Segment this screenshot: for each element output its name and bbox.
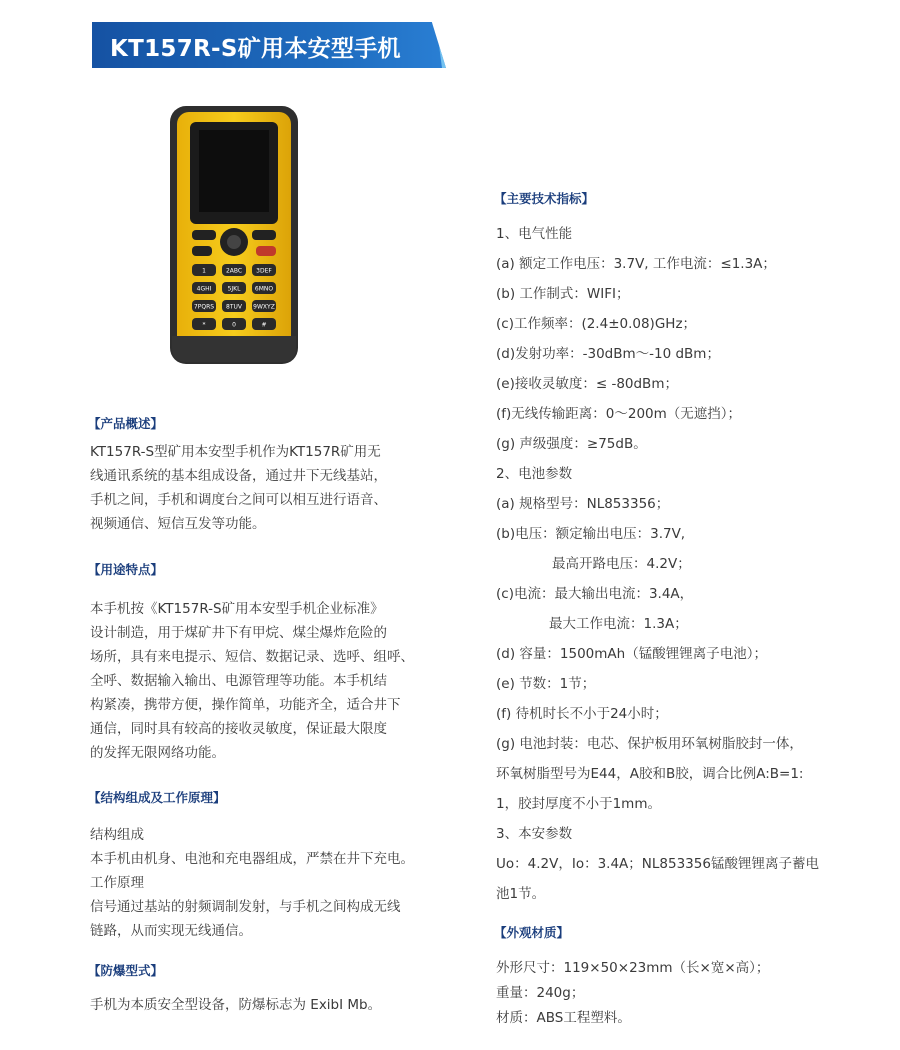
spec-line: 最高开路电压：4.2V； [552,556,691,572]
spec-line: (d) 容量：1500mAh（锰酸锂锂离子电池）； [496,646,767,662]
spec-line: 1，胶封厚度不小于1mm。 [496,796,661,812]
spec-line: (e)接收灵敏度：≤ -80dBm； [496,376,678,392]
svg-text:8TUV: 8TUV [226,303,242,311]
explosion-heading: 【防爆型式】 [88,963,164,978]
specs-heading: 【主要技术指标】 [494,191,595,206]
svg-text:1: 1 [202,267,206,275]
structure-text: 结构组成 本手机由机身、电池和充电器组成，严禁在井下充电。 工作原理 信号通过基站的射频调制发射，与手机之间构成无线 链路，从而实现无线通信。 [90,827,414,939]
spec-line: (g) 声级强度：≥75dB。 [496,436,647,452]
spec-line: (a) 额定工作电压：3.7V, 工作电流：≤1.3A； [496,256,776,272]
svg-text:*: * [202,321,206,329]
spec-line: (c)电流：最大输出电流：3.4A， [496,586,694,602]
spec-line: 池1节。 [496,886,546,902]
spec-line: (g) 电池封装：电芯、保护板用环氧树脂胶封一体， [496,736,803,752]
explosion-text: 手机为本质安全型设备，防爆标志为 ExibI Mb。 [90,997,382,1013]
spec-line: (a) 规格型号：NL853356； [496,496,670,512]
spec-line: (b) 工作制式：WIFI； [496,286,630,302]
svg-text:2ABC: 2ABC [225,267,243,275]
spec-line: 最大工作电流：1.3A； [549,616,688,632]
phone-product-image [168,104,300,366]
svg-text:4GHI: 4GHI [196,285,212,293]
overview-heading: 【产品概述】 [88,416,164,431]
material-line: 外形尺寸：119×50×23mm（长×宽×高）； [496,960,770,976]
svg-text:9WXYZ: 9WXYZ [253,303,275,311]
material-heading: 【外观材质】 [494,925,570,940]
svg-text:5JKL: 5JKL [227,285,241,293]
spec-line: (f) 待机时长不小于24小时； [496,706,668,722]
structure-heading: 【结构组成及工作原理】 [88,790,226,805]
usage-heading: 【用途特点】 [88,562,164,577]
material-line: 重量：240g； [496,985,585,1001]
svg-text:3DEF: 3DEF [256,267,272,275]
usage-text: 本手机按《KT157R-S矿用本安型手机企业标准》 设计制造，用于煤矿井下有甲烷、煤尘爆炸危险的 场所，具有来电提示、短信、数据记录、选呼、组呼、 全呼、数据输入输出、电源管理等功能。本手机结 构紧凑，携带方便，操作简单，功能齐全，适合井下 通信，同时具有较高的接收灵敏度，保证最大限度 的发挥无限网络功能。 [90,601,414,761]
spec-line: (d)发射功率：-30dBm～-10 dBm； [496,346,720,362]
spec-line: (b)电压：额定输出电压：3.7V, [496,526,686,542]
spec-line: (f)无线传输距离：0～200m（无遮挡）； [496,406,742,422]
spec-line: 3、本安参数 [496,826,573,842]
spec-line: (e) 节数：1节； [496,676,596,692]
svg-text:0: 0 [232,321,236,329]
spec-line: 环氧树脂型号为E44，A胶和B胶，调合比例A:B=1: [496,766,804,782]
overview-text: KT157R-S型矿用本安型手机作为KT157R矿用无 线通讯系统的基本组成设备，通过井下无线基站， 手机之间，手机和调度台之间可以相互进行语音、 视频通信、短信互发等功能。 [90,444,387,532]
spec-line: (c)工作频率：(2.4±0.08)GHz； [496,316,697,332]
spec-line: 1、电气性能 [496,226,573,242]
spec-line: Uo：4.2V，Io：3.4A；NL853356锰酸锂锂离子蓄电 [496,856,819,872]
svg-text:6MNO: 6MNO [254,285,274,293]
svg-text:#: # [261,321,267,329]
material-line: 材质：ABS工程塑料。 [496,1010,631,1026]
spec-line: 2、电池参数 [496,466,573,482]
svg-text:7PQRS: 7PQRS [193,303,215,311]
page-title: KT157R-S矿用本安型手机 [110,36,401,62]
